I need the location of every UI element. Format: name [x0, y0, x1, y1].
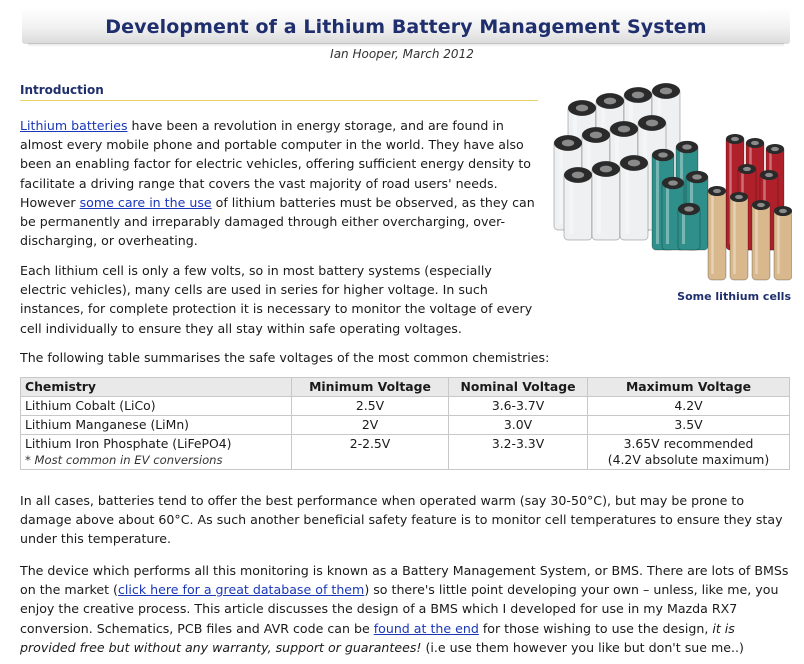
- table-header-row: [21, 378, 790, 397]
- temperature-paragraph: In all cases, batteries tend to offer the best performance when operated warm (say 30-50°C), but may be prone to damage above about 60°C. As such another beneficial safety feature is to monitor cell temperatures to ensure they stay under this temperature.: [20, 493, 783, 547]
- tan-cell-icon: [774, 206, 792, 280]
- cell-minimum: 2-2.5V: [292, 435, 449, 470]
- lithium-batteries-link[interactable]: Lithium batteries: [20, 118, 128, 133]
- text-span: The device which performs all this monitoring is known as a Battery Management System, or BMS. There are lots of BMSs on the market (: [20, 563, 789, 598]
- cell-nominal: 3.2-3.3V: [449, 435, 588, 470]
- column-header-minimum: Minimum Voltage: [292, 378, 449, 397]
- white-cell-icon: [564, 167, 592, 240]
- white-cell-icon: [620, 155, 648, 240]
- table-intro-paragraph: The following table summarises the safe voltages of the most common chemistries:: [20, 350, 550, 365]
- text-span: have been a revolution in energy storage, and are found in almost every mobile phone and portable computer in the world. They have also been an enabling factor for electric vehicles, offering sufficient energy density to facilitate a driving range that covers the vast majority of road users' needs. However: [20, 118, 531, 210]
- text-span: for those wishing to use the design,: [478, 620, 713, 636]
- column-header-nominal: Nominal Voltage: [449, 378, 588, 397]
- max-absolute: (4.2V absolute maximum): [607, 452, 770, 467]
- teal-cell-icon: [678, 203, 700, 250]
- care-in-use-link[interactable]: some care in the use: [79, 194, 212, 210]
- disclaimer-italic: it is provided free but without any warranty, support or guarantees!: [20, 620, 735, 655]
- intro-paragraph-2: Each lithium cell is only a few volts, so in most battery systems (especially electric vehicles), many cells are used in series for higher voltage. In such instances, for complete protection it is necessary to monitor the voltage of every cell individually to ensure they all stay within safe operating voltages.: [20, 263, 533, 336]
- cell-chemistry: [21, 435, 292, 470]
- bms-paragraph: [20, 561, 790, 657]
- column-header-maximum: Maximum Voltage: [588, 378, 790, 397]
- cell-nominal: 3.6-3.7V: [449, 397, 588, 416]
- tan-cell-icon: [730, 192, 748, 280]
- white-cell-icon: [592, 161, 620, 240]
- cell-chemistry: Lithium Manganese (LiMn): [21, 416, 292, 435]
- chemistry-name: Lithium Iron Phosphate (LiFePO4): [25, 436, 232, 451]
- table-row: [21, 397, 790, 416]
- max-recommended: 3.65V recommended: [623, 436, 754, 451]
- bms-database-link[interactable]: click here for a great database of them: [117, 582, 365, 598]
- section-heading-introduction: Introduction: [20, 83, 538, 101]
- table-row: [21, 416, 790, 435]
- found-at-end-link[interactable]: found at the end: [373, 620, 479, 636]
- author-byline: Ian Hooper, March 2012: [330, 47, 474, 61]
- table-row: [21, 435, 790, 470]
- cell-minimum: 2V: [292, 416, 449, 435]
- page-title: Development of a Lithium Battery Management System: [105, 16, 707, 38]
- intro-paragraph-1: [20, 116, 538, 250]
- text-span: (i.e use them however you like but don't sue me..): [421, 639, 744, 655]
- cell-maximum: [588, 435, 790, 470]
- tan-cell-icon: [752, 200, 770, 280]
- chemistry-note: * Most common in EV conversions: [25, 453, 223, 467]
- title-banner: [22, 8, 790, 44]
- cell-chemistry: Lithium Cobalt (LiCo): [21, 397, 292, 416]
- tan-cell-icon: [708, 186, 726, 280]
- photo-caption: Some lithium cells: [677, 290, 791, 303]
- cell-maximum: 3.5V: [588, 416, 790, 435]
- column-header-chemistry: Chemistry: [21, 378, 292, 397]
- voltage-table: [20, 377, 790, 470]
- cell-maximum: 4.2V: [588, 397, 790, 416]
- text-span: ) so there's little point developing your own – unless, like me, you enjoy the creative process. This article discusses the design of a BMS which I developed for use in my Mazda RX7 conversion. Schematics, PCB files and AVR code can be: [20, 582, 779, 636]
- text-span: of lithium batteries must be observed, as they can be permanently and irreparably damaged through either overcharging, over-discharging, or overheating.: [20, 194, 535, 249]
- cell-nominal: 3.0V: [449, 416, 588, 435]
- lithium-cells-photo: [548, 80, 792, 308]
- cell-minimum: 2.5V: [292, 397, 449, 416]
